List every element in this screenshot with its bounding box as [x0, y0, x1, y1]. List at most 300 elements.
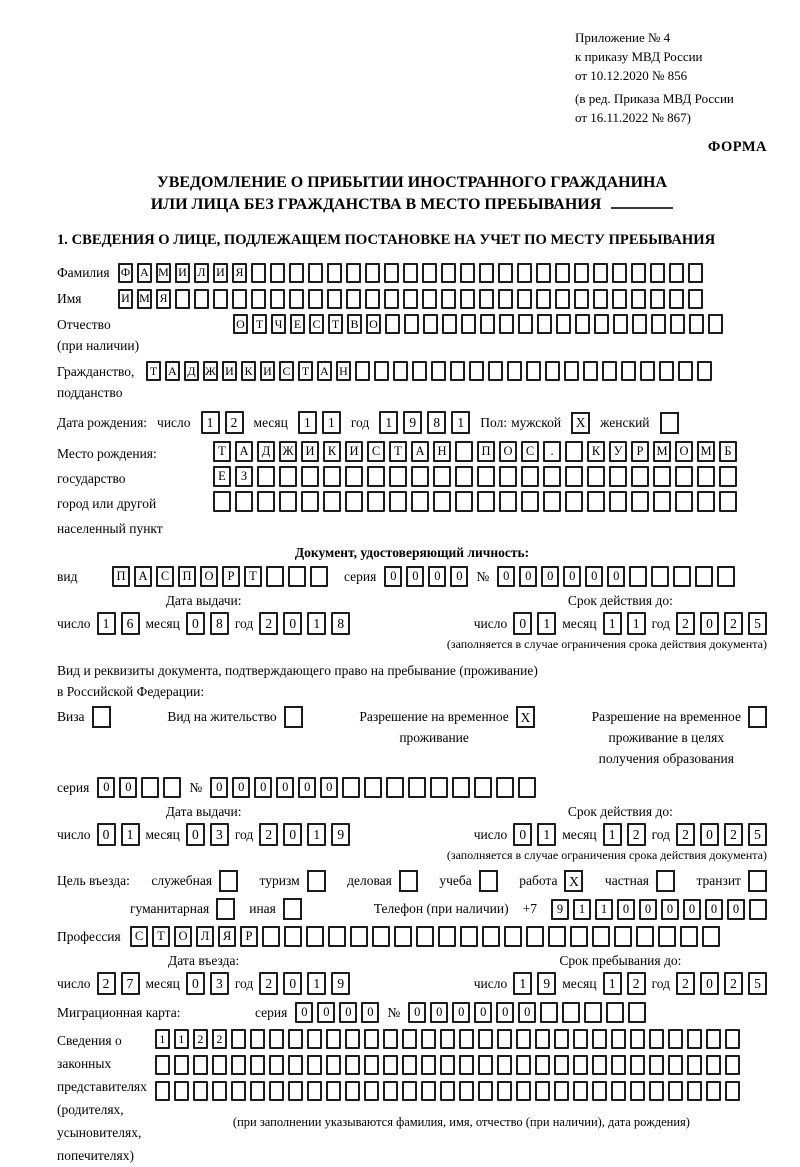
char-box[interactable]	[385, 314, 400, 334]
char-box[interactable]	[452, 777, 470, 798]
char-box[interactable]	[212, 1081, 227, 1101]
char-box[interactable]	[554, 1029, 569, 1049]
char-box[interactable]: Ч	[271, 314, 286, 334]
char-box[interactable]	[478, 1055, 493, 1075]
char-box[interactable]	[450, 361, 465, 381]
char-box[interactable]: 0	[700, 612, 719, 635]
char-box[interactable]	[593, 263, 608, 283]
char-box[interactable]	[423, 314, 438, 334]
char-box[interactable]	[323, 491, 341, 512]
char-box[interactable]	[632, 314, 647, 334]
char-box[interactable]: 0	[496, 1002, 514, 1023]
char-box[interactable]: 0	[428, 566, 446, 587]
char-box[interactable]	[289, 263, 304, 283]
char-box[interactable]	[628, 1002, 646, 1023]
char-box[interactable]: М	[653, 441, 671, 462]
char-box[interactable]: 1	[307, 823, 326, 846]
char-box[interactable]: Л	[194, 263, 209, 283]
char-box[interactable]: 0	[186, 612, 205, 635]
char-box[interactable]	[565, 466, 583, 487]
char-box[interactable]	[193, 1081, 208, 1101]
char-box[interactable]	[592, 1055, 607, 1075]
char-box[interactable]: С	[156, 566, 174, 587]
char-box[interactable]: 0	[97, 823, 116, 846]
char-box[interactable]	[565, 491, 583, 512]
char-box[interactable]	[687, 1029, 702, 1049]
char-box[interactable]	[564, 361, 579, 381]
char-box[interactable]	[480, 314, 495, 334]
char-box[interactable]	[650, 263, 665, 283]
char-box[interactable]: О	[499, 441, 517, 462]
char-box[interactable]	[270, 263, 285, 283]
char-box[interactable]	[521, 466, 539, 487]
char-box[interactable]: 0	[518, 1002, 536, 1023]
char-box[interactable]	[345, 1081, 360, 1101]
char-box[interactable]	[477, 466, 495, 487]
char-box[interactable]	[659, 361, 674, 381]
char-box[interactable]	[629, 566, 647, 587]
temp-residence-edu-checkbox[interactable]	[748, 706, 767, 728]
char-box[interactable]: 0	[497, 566, 515, 587]
char-box[interactable]	[250, 1055, 265, 1075]
char-box[interactable]	[725, 1055, 740, 1075]
char-box[interactable]	[653, 491, 671, 512]
char-box[interactable]	[326, 1055, 341, 1075]
char-box[interactable]: 2	[676, 823, 695, 846]
char-box[interactable]: 1	[379, 411, 398, 434]
char-box[interactable]	[310, 566, 328, 587]
char-box[interactable]: 1	[595, 899, 613, 920]
char-box[interactable]: 2	[97, 972, 116, 995]
char-box[interactable]	[421, 1029, 436, 1049]
char-box[interactable]	[327, 289, 342, 309]
char-box[interactable]: Я	[218, 926, 236, 947]
char-box[interactable]	[670, 314, 685, 334]
visa-checkbox[interactable]	[92, 706, 111, 728]
char-box[interactable]: 1	[307, 972, 326, 995]
char-box[interactable]	[279, 466, 297, 487]
char-box[interactable]	[543, 466, 561, 487]
char-box[interactable]: 0	[607, 566, 625, 587]
char-box[interactable]	[725, 1029, 740, 1049]
char-box[interactable]	[749, 899, 767, 920]
char-box[interactable]	[612, 263, 627, 283]
char-box[interactable]: 0	[639, 899, 657, 920]
char-box[interactable]	[592, 1081, 607, 1101]
purpose-transit-checkbox[interactable]	[748, 870, 767, 892]
char-box[interactable]: О	[366, 314, 381, 334]
char-box[interactable]	[422, 263, 437, 283]
purpose-business-checkbox[interactable]	[399, 870, 418, 892]
char-box[interactable]	[288, 1029, 303, 1049]
char-box[interactable]	[697, 361, 712, 381]
char-box[interactable]: 2	[259, 972, 278, 995]
char-box[interactable]	[499, 466, 517, 487]
char-box[interactable]: 8	[331, 612, 350, 635]
char-box[interactable]: 0	[727, 899, 745, 920]
char-box[interactable]	[673, 566, 691, 587]
char-box[interactable]	[521, 491, 539, 512]
char-box[interactable]	[545, 361, 560, 381]
char-box[interactable]	[251, 289, 266, 309]
char-box[interactable]	[477, 491, 495, 512]
char-box[interactable]: 0	[186, 972, 205, 995]
purpose-private-checkbox[interactable]	[656, 870, 675, 892]
char-box[interactable]	[631, 289, 646, 309]
char-box[interactable]	[496, 777, 514, 798]
char-box[interactable]	[393, 361, 408, 381]
char-box[interactable]: Я	[232, 263, 247, 283]
char-box[interactable]	[688, 263, 703, 283]
char-box[interactable]: 0	[513, 612, 532, 635]
char-box[interactable]	[442, 314, 457, 334]
char-box[interactable]	[678, 361, 693, 381]
char-box[interactable]: 1	[97, 612, 116, 635]
char-box[interactable]	[374, 361, 389, 381]
char-box[interactable]: 0	[232, 777, 250, 798]
char-box[interactable]: П	[477, 441, 495, 462]
char-box[interactable]	[250, 1081, 265, 1101]
char-box[interactable]: Т	[213, 441, 231, 462]
char-box[interactable]: 0	[210, 777, 228, 798]
char-box[interactable]	[536, 263, 551, 283]
char-box[interactable]	[478, 1029, 493, 1049]
char-box[interactable]: Т	[389, 441, 407, 462]
char-box[interactable]: 1	[155, 1029, 170, 1049]
char-box[interactable]: 0	[119, 777, 137, 798]
char-box[interactable]	[668, 1029, 683, 1049]
char-box[interactable]	[345, 1055, 360, 1075]
char-box[interactable]: 0	[450, 566, 468, 587]
char-box[interactable]	[611, 1081, 626, 1101]
char-box[interactable]	[687, 1055, 702, 1075]
char-box[interactable]	[516, 1081, 531, 1101]
char-box[interactable]	[702, 926, 720, 947]
char-box[interactable]	[430, 777, 448, 798]
char-box[interactable]: 9	[331, 823, 350, 846]
char-box[interactable]	[386, 777, 404, 798]
char-box[interactable]	[606, 1002, 624, 1023]
char-box[interactable]	[499, 314, 514, 334]
char-box[interactable]: Н	[433, 441, 451, 462]
char-box[interactable]	[658, 926, 676, 947]
char-box[interactable]: 0	[339, 1002, 357, 1023]
purpose-humanitarian-checkbox[interactable]	[216, 898, 235, 920]
char-box[interactable]	[403, 263, 418, 283]
char-box[interactable]	[631, 491, 649, 512]
char-box[interactable]	[498, 263, 513, 283]
char-box[interactable]: Ж	[279, 441, 297, 462]
char-box[interactable]	[384, 289, 399, 309]
char-box[interactable]: 0	[519, 566, 537, 587]
char-box[interactable]: 0	[361, 1002, 379, 1023]
char-box[interactable]	[611, 1029, 626, 1049]
male-checkbox[interactable]: X	[571, 412, 590, 434]
char-box[interactable]	[649, 1029, 664, 1049]
char-box[interactable]: 7	[121, 972, 140, 995]
char-box[interactable]: И	[175, 263, 190, 283]
char-box[interactable]	[433, 466, 451, 487]
char-box[interactable]: Р	[222, 566, 240, 587]
char-box[interactable]: И	[345, 441, 363, 462]
char-box[interactable]	[479, 263, 494, 283]
char-box[interactable]	[323, 466, 341, 487]
char-box[interactable]	[326, 1081, 341, 1101]
char-box[interactable]	[269, 1081, 284, 1101]
temp-residence-checkbox[interactable]: X	[516, 706, 535, 728]
char-box[interactable]: 0	[474, 1002, 492, 1023]
char-box[interactable]: 0	[513, 823, 532, 846]
char-box[interactable]	[573, 1055, 588, 1075]
char-box[interactable]: Т	[244, 566, 262, 587]
char-box[interactable]: Н	[336, 361, 351, 381]
char-box[interactable]: Е	[290, 314, 305, 334]
char-box[interactable]: 0	[700, 823, 719, 846]
char-box[interactable]	[155, 1055, 170, 1075]
purpose-official-checkbox[interactable]	[219, 870, 238, 892]
char-box[interactable]	[345, 491, 363, 512]
char-box[interactable]	[516, 1055, 531, 1075]
char-box[interactable]	[675, 466, 693, 487]
char-box[interactable]	[570, 926, 588, 947]
char-box[interactable]: П	[178, 566, 196, 587]
char-box[interactable]: 5	[748, 823, 767, 846]
char-box[interactable]: 3	[210, 823, 229, 846]
char-box[interactable]	[593, 289, 608, 309]
char-box[interactable]	[402, 1029, 417, 1049]
char-box[interactable]	[364, 1029, 379, 1049]
char-box[interactable]	[479, 289, 494, 309]
char-box[interactable]: 9	[551, 899, 569, 920]
char-box[interactable]	[695, 566, 713, 587]
char-box[interactable]	[289, 289, 304, 309]
char-box[interactable]	[526, 926, 544, 947]
char-box[interactable]: М	[156, 263, 171, 283]
char-box[interactable]	[372, 926, 390, 947]
char-box[interactable]	[174, 1081, 189, 1101]
char-box[interactable]	[497, 1055, 512, 1075]
char-box[interactable]: 0	[705, 899, 723, 920]
purpose-study-checkbox[interactable]	[479, 870, 498, 892]
char-box[interactable]	[611, 1055, 626, 1075]
char-box[interactable]	[651, 314, 666, 334]
char-box[interactable]	[653, 466, 671, 487]
char-box[interactable]	[460, 289, 475, 309]
char-box[interactable]	[262, 926, 280, 947]
char-box[interactable]	[697, 466, 715, 487]
char-box[interactable]	[535, 1081, 550, 1101]
char-box[interactable]	[587, 491, 605, 512]
char-box[interactable]	[364, 777, 382, 798]
char-box[interactable]: 0	[617, 899, 635, 920]
char-box[interactable]	[518, 777, 536, 798]
char-box[interactable]: Р	[240, 926, 258, 947]
char-box[interactable]: 1	[322, 411, 341, 434]
char-box[interactable]: И	[301, 441, 319, 462]
char-box[interactable]: 1	[603, 612, 622, 635]
char-box[interactable]	[327, 263, 342, 283]
char-box[interactable]: 2	[225, 411, 244, 434]
char-box[interactable]	[669, 263, 684, 283]
char-box[interactable]: 6	[121, 612, 140, 635]
char-box[interactable]	[389, 491, 407, 512]
char-box[interactable]	[438, 926, 456, 947]
char-box[interactable]	[279, 491, 297, 512]
char-box[interactable]	[411, 491, 429, 512]
char-box[interactable]: С	[309, 314, 324, 334]
char-box[interactable]: 5	[748, 612, 767, 635]
char-box[interactable]	[257, 491, 275, 512]
char-box[interactable]	[231, 1029, 246, 1049]
char-box[interactable]	[631, 466, 649, 487]
char-box[interactable]: Я	[156, 289, 171, 309]
char-box[interactable]	[609, 491, 627, 512]
char-box[interactable]	[680, 926, 698, 947]
char-box[interactable]	[697, 491, 715, 512]
char-box[interactable]	[440, 1029, 455, 1049]
char-box[interactable]: Ф	[118, 263, 133, 283]
char-box[interactable]: 0	[563, 566, 581, 587]
char-box[interactable]	[460, 263, 475, 283]
char-box[interactable]	[440, 1055, 455, 1075]
char-box[interactable]	[288, 566, 306, 587]
char-box[interactable]: И	[222, 361, 237, 381]
char-box[interactable]: И	[213, 263, 228, 283]
char-box[interactable]: 0	[298, 777, 316, 798]
char-box[interactable]	[488, 361, 503, 381]
char-box[interactable]: 2	[724, 823, 743, 846]
char-box[interactable]: Е	[213, 466, 231, 487]
char-box[interactable]	[649, 1055, 664, 1075]
char-box[interactable]: 2	[193, 1029, 208, 1049]
char-box[interactable]	[517, 289, 532, 309]
char-box[interactable]	[251, 263, 266, 283]
char-box[interactable]	[518, 314, 533, 334]
char-box[interactable]: 9	[403, 411, 422, 434]
char-box[interactable]: Д	[184, 361, 199, 381]
char-box[interactable]	[402, 1055, 417, 1075]
char-box[interactable]	[269, 1055, 284, 1075]
char-box[interactable]	[543, 491, 561, 512]
char-box[interactable]	[404, 314, 419, 334]
char-box[interactable]	[301, 466, 319, 487]
residence-permit-checkbox[interactable]	[284, 706, 303, 728]
char-box[interactable]	[719, 491, 737, 512]
char-box[interactable]	[422, 289, 437, 309]
char-box[interactable]	[408, 777, 426, 798]
char-box[interactable]	[584, 1002, 602, 1023]
char-box[interactable]: 0	[283, 612, 302, 635]
char-box[interactable]	[706, 1029, 721, 1049]
char-box[interactable]	[345, 1029, 360, 1049]
char-box[interactable]: А	[317, 361, 332, 381]
char-box[interactable]	[640, 361, 655, 381]
char-box[interactable]: 1	[451, 411, 470, 434]
char-box[interactable]	[460, 926, 478, 947]
char-box[interactable]	[345, 466, 363, 487]
char-box[interactable]	[602, 361, 617, 381]
char-box[interactable]: Р	[631, 441, 649, 462]
char-box[interactable]	[555, 289, 570, 309]
char-box[interactable]	[421, 1055, 436, 1075]
char-box[interactable]	[706, 1081, 721, 1101]
title-blank-line[interactable]	[611, 193, 673, 209]
char-box[interactable]	[717, 566, 735, 587]
char-box[interactable]: 0	[384, 566, 402, 587]
char-box[interactable]: 5	[748, 972, 767, 995]
char-box[interactable]	[411, 466, 429, 487]
char-box[interactable]: 1	[573, 899, 591, 920]
char-box[interactable]	[594, 314, 609, 334]
char-box[interactable]	[474, 777, 492, 798]
char-box[interactable]	[592, 1029, 607, 1049]
char-box[interactable]: У	[609, 441, 627, 462]
char-box[interactable]: Т	[328, 314, 343, 334]
char-box[interactable]	[498, 289, 513, 309]
char-box[interactable]	[516, 1029, 531, 1049]
char-box[interactable]: А	[235, 441, 253, 462]
char-box[interactable]: 0	[283, 823, 302, 846]
char-box[interactable]	[431, 361, 446, 381]
char-box[interactable]: Ж	[203, 361, 218, 381]
char-box[interactable]	[441, 289, 456, 309]
char-box[interactable]	[383, 1029, 398, 1049]
char-box[interactable]	[308, 289, 323, 309]
char-box[interactable]	[459, 1055, 474, 1075]
char-box[interactable]	[326, 1029, 341, 1049]
char-box[interactable]	[306, 926, 324, 947]
char-box[interactable]: А	[165, 361, 180, 381]
char-box[interactable]: 1	[513, 972, 532, 995]
char-box[interactable]	[284, 926, 302, 947]
char-box[interactable]	[535, 1029, 550, 1049]
char-box[interactable]	[537, 314, 552, 334]
char-box[interactable]: О	[200, 566, 218, 587]
char-box[interactable]	[394, 926, 412, 947]
char-box[interactable]: Б	[719, 441, 737, 462]
char-box[interactable]: 2	[676, 972, 695, 995]
char-box[interactable]	[536, 289, 551, 309]
char-box[interactable]: С	[279, 361, 294, 381]
char-box[interactable]: 1	[603, 972, 622, 995]
char-box[interactable]	[650, 289, 665, 309]
char-box[interactable]	[688, 289, 703, 309]
char-box[interactable]	[675, 491, 693, 512]
char-box[interactable]	[461, 314, 476, 334]
char-box[interactable]: 0	[430, 1002, 448, 1023]
char-box[interactable]	[367, 491, 385, 512]
char-box[interactable]	[687, 1081, 702, 1101]
char-box[interactable]	[459, 1081, 474, 1101]
char-box[interactable]	[669, 289, 684, 309]
char-box[interactable]: С	[130, 926, 148, 947]
char-box[interactable]: 2	[259, 612, 278, 635]
char-box[interactable]: И	[118, 289, 133, 309]
char-box[interactable]	[575, 314, 590, 334]
char-box[interactable]: 0	[700, 972, 719, 995]
char-box[interactable]: 0	[320, 777, 338, 798]
char-box[interactable]	[613, 314, 628, 334]
char-box[interactable]	[403, 289, 418, 309]
char-box[interactable]: К	[241, 361, 256, 381]
char-box[interactable]	[307, 1029, 322, 1049]
char-box[interactable]	[630, 1081, 645, 1101]
char-box[interactable]	[725, 1081, 740, 1101]
char-box[interactable]	[612, 289, 627, 309]
char-box[interactable]: 1	[174, 1029, 189, 1049]
char-box[interactable]	[621, 361, 636, 381]
char-box[interactable]: 0	[186, 823, 205, 846]
